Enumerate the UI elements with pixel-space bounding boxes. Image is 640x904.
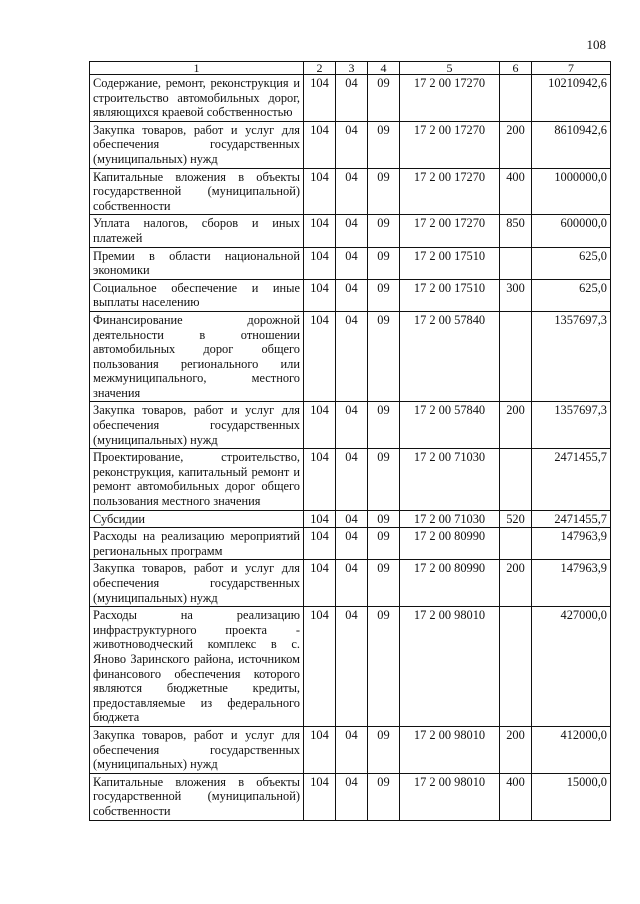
row-amount-cell: 8610942,6	[532, 121, 611, 168]
row-expense-type-cell: 200	[500, 121, 532, 168]
row-section-cell: 04	[336, 726, 368, 773]
column-header-5: 5	[400, 62, 500, 75]
row-amount-cell: 625,0	[532, 279, 611, 311]
page-number: 108	[586, 37, 606, 52]
row-subsection-cell: 09	[368, 528, 400, 560]
row-section-cell: 04	[336, 510, 368, 528]
row-admin-code-cell: 104	[304, 773, 336, 820]
row-target-item-cell: 17 2 00 17270	[400, 75, 500, 122]
row-admin-code-cell: 104	[304, 510, 336, 528]
row-target-item-cell: 17 2 00 71030	[400, 449, 500, 510]
row-expense-type-cell: 300	[500, 279, 532, 311]
row-section-cell: 04	[336, 247, 368, 279]
column-header-6: 6	[500, 62, 532, 75]
row-expense-type-cell	[500, 247, 532, 279]
row-admin-code-cell: 104	[304, 75, 336, 122]
table-row	[90, 279, 611, 311]
row-expense-type-cell	[500, 75, 532, 122]
row-target-item-cell: 17 2 00 17270	[400, 121, 500, 168]
row-amount-cell: 1357697,3	[532, 402, 611, 449]
row-admin-code-cell: 104	[304, 247, 336, 279]
row-subsection-cell: 09	[368, 215, 400, 247]
row-amount-cell: 625,0	[532, 247, 611, 279]
table-row	[90, 449, 611, 510]
row-target-item-cell: 17 2 00 57840	[400, 402, 500, 449]
row-target-item-cell: 17 2 00 98010	[400, 726, 500, 773]
row-expense-type-cell	[500, 449, 532, 510]
row-name-cell: Премии в области национальной экономики	[90, 247, 304, 279]
table-row	[90, 560, 611, 607]
row-section-cell: 04	[336, 75, 368, 122]
row-subsection-cell: 09	[368, 247, 400, 279]
row-admin-code-cell: 104	[304, 168, 336, 215]
row-subsection-cell: 09	[368, 279, 400, 311]
row-expense-type-cell: 520	[500, 510, 532, 528]
row-expense-type-cell	[500, 528, 532, 560]
row-name-cell: Капитальные вложения в объекты государственной (муниципальной) собственности	[90, 168, 304, 215]
row-amount-cell: 10210942,6	[532, 75, 611, 122]
row-name-cell: Уплата налогов, сборов и иных платежей	[90, 215, 304, 247]
row-section-cell: 04	[336, 215, 368, 247]
row-admin-code-cell: 104	[304, 726, 336, 773]
row-section-cell: 04	[336, 279, 368, 311]
row-target-item-cell: 17 2 00 98010	[400, 773, 500, 820]
row-expense-type-cell: 200	[500, 726, 532, 773]
row-subsection-cell: 09	[368, 121, 400, 168]
column-header-7: 7	[532, 62, 611, 75]
row-section-cell: 04	[336, 607, 368, 727]
row-target-item-cell: 17 2 00 57840	[400, 311, 500, 402]
row-amount-cell: 412000,0	[532, 726, 611, 773]
row-amount-cell: 1357697,3	[532, 311, 611, 402]
row-name-cell: Расходы на реализацию инфраструктурного проекта - животноводческий комплекс в с. Яново Заринского района, источником финансового обеспечения которого являются бюджетные кредиты, предоставляемые из федерального бюджета	[90, 607, 304, 727]
row-admin-code-cell: 104	[304, 560, 336, 607]
row-target-item-cell: 17 2 00 17510	[400, 279, 500, 311]
table-row	[90, 773, 611, 820]
row-subsection-cell: 09	[368, 607, 400, 727]
row-expense-type-cell: 850	[500, 215, 532, 247]
row-name-cell: Закупка товаров, работ и услуг для обеспечения государственных (муниципальных) нужд	[90, 402, 304, 449]
row-subsection-cell: 09	[368, 510, 400, 528]
row-subsection-cell: 09	[368, 75, 400, 122]
column-header-2: 2	[304, 62, 336, 75]
table-row	[90, 726, 611, 773]
row-amount-cell: 2471455,7	[532, 510, 611, 528]
table-row	[90, 528, 611, 560]
row-subsection-cell: 09	[368, 773, 400, 820]
table-body	[90, 75, 611, 821]
row-name-cell: Капитальные вложения в объекты государственной (муниципальной) собственности	[90, 773, 304, 820]
row-admin-code-cell: 104	[304, 279, 336, 311]
row-subsection-cell: 09	[368, 168, 400, 215]
row-subsection-cell: 09	[368, 311, 400, 402]
row-expense-type-cell: 400	[500, 773, 532, 820]
row-amount-cell: 600000,0	[532, 215, 611, 247]
table-row	[90, 75, 611, 122]
table-row	[90, 168, 611, 215]
row-section-cell: 04	[336, 528, 368, 560]
row-admin-code-cell: 104	[304, 215, 336, 247]
row-subsection-cell: 09	[368, 560, 400, 607]
row-admin-code-cell: 104	[304, 121, 336, 168]
row-section-cell: 04	[336, 560, 368, 607]
row-expense-type-cell	[500, 311, 532, 402]
row-section-cell: 04	[336, 311, 368, 402]
row-target-item-cell: 17 2 00 17510	[400, 247, 500, 279]
row-subsection-cell: 09	[368, 402, 400, 449]
table-row	[90, 402, 611, 449]
table-row	[90, 121, 611, 168]
row-target-item-cell: 17 2 00 80990	[400, 528, 500, 560]
column-header-4: 4	[368, 62, 400, 75]
row-target-item-cell: 17 2 00 71030	[400, 510, 500, 528]
row-admin-code-cell: 104	[304, 607, 336, 727]
row-expense-type-cell	[500, 607, 532, 727]
row-subsection-cell: 09	[368, 726, 400, 773]
table-row	[90, 311, 611, 402]
column-header-3: 3	[336, 62, 368, 75]
row-expense-type-cell: 200	[500, 402, 532, 449]
row-expense-type-cell: 400	[500, 168, 532, 215]
row-name-cell: Закупка товаров, работ и услуг для обеспечения государственных (муниципальных) нужд	[90, 560, 304, 607]
row-expense-type-cell: 200	[500, 560, 532, 607]
row-name-cell: Субсидии	[90, 510, 304, 528]
row-admin-code-cell: 104	[304, 528, 336, 560]
table-row	[90, 510, 611, 528]
row-subsection-cell: 09	[368, 449, 400, 510]
row-admin-code-cell: 104	[304, 449, 336, 510]
row-target-item-cell: 17 2 00 17270	[400, 168, 500, 215]
row-target-item-cell: 17 2 00 80990	[400, 560, 500, 607]
row-amount-cell: 147963,9	[532, 560, 611, 607]
row-name-cell: Расходы на реализацию мероприятий региональных программ	[90, 528, 304, 560]
row-name-cell: Социальное обеспечение и иные выплаты населению	[90, 279, 304, 311]
budget-table	[89, 61, 611, 821]
row-amount-cell: 2471455,7	[532, 449, 611, 510]
row-amount-cell: 1000000,0	[532, 168, 611, 215]
table-row	[90, 607, 611, 727]
row-name-cell: Закупка товаров, работ и услуг для обеспечения государственных (муниципальных) нужд	[90, 121, 304, 168]
row-name-cell: Проектирование, строительство, реконструкция, капитальный ремонт и ремонт автомобильных дорог общего пользования местного значения	[90, 449, 304, 510]
row-target-item-cell: 17 2 00 98010	[400, 607, 500, 727]
row-amount-cell: 15000,0	[532, 773, 611, 820]
row-name-cell: Содержание, ремонт, реконструкция и строительство автомобильных дорог, являющихся краевой собственностью	[90, 75, 304, 122]
row-name-cell: Закупка товаров, работ и услуг для обеспечения государственных (муниципальных) нужд	[90, 726, 304, 773]
row-section-cell: 04	[336, 449, 368, 510]
row-section-cell: 04	[336, 773, 368, 820]
row-admin-code-cell: 104	[304, 402, 336, 449]
row-amount-cell: 427000,0	[532, 607, 611, 727]
table-header-row	[90, 62, 611, 75]
row-target-item-cell: 17 2 00 17270	[400, 215, 500, 247]
row-section-cell: 04	[336, 168, 368, 215]
row-name-cell: Финансирование дорожной деятельности в отношении автомобильных дорог общего пользования регионального или межмуниципального, местного значения	[90, 311, 304, 402]
table-row	[90, 215, 611, 247]
row-section-cell: 04	[336, 402, 368, 449]
row-section-cell: 04	[336, 121, 368, 168]
column-header-1: 1	[90, 62, 304, 75]
table-row	[90, 247, 611, 279]
row-admin-code-cell: 104	[304, 311, 336, 402]
row-amount-cell: 147963,9	[532, 528, 611, 560]
